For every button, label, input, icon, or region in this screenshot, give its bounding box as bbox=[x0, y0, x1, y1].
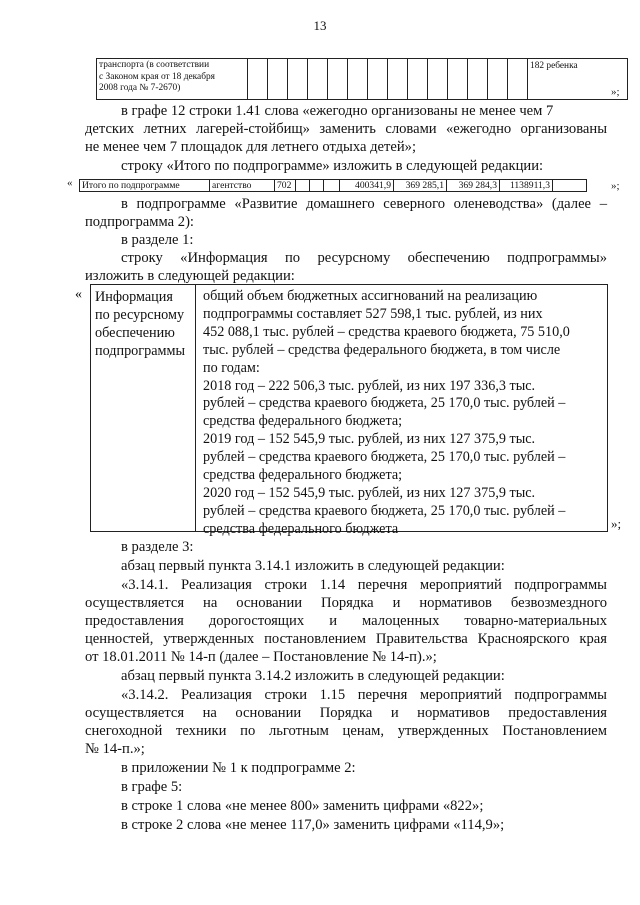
itogo-row-table bbox=[79, 179, 587, 192]
itogo-cell-amount: 369 285,1 bbox=[394, 180, 447, 192]
itogo-cell bbox=[296, 180, 310, 192]
paragraph-line: снегоходной техники по льготным ценам, утвержденных Постановлением bbox=[85, 723, 607, 739]
closing-quote: »; bbox=[611, 180, 620, 192]
resource-info-table bbox=[90, 284, 608, 537]
paragraph-line: в строке 1 слова «не менее 800» заменить цифрами «822»; bbox=[121, 798, 484, 814]
paragraph-line: детских летних лагерей-стойбищ» заменить словами «ежегодно организованы bbox=[85, 121, 607, 137]
top-table-fragment bbox=[96, 58, 628, 100]
paragraph-line: строку «Итого по подпрограмме» изложить в следующей редакции: bbox=[121, 158, 544, 174]
itogo-cell-code: 702 bbox=[275, 180, 296, 192]
paragraph-line: в подпрограмме «Развитие домашнего северного оленеводства» (далее – bbox=[121, 196, 607, 212]
paragraph-line: предоставления дорогостоящих и малоценных товарно-материальных bbox=[85, 613, 607, 629]
table-cell bbox=[488, 59, 508, 100]
table-cell bbox=[348, 59, 368, 100]
paragraph-line: ценностей, утвержденных постановлением Правительства Красноярского края bbox=[85, 631, 607, 647]
closing-quote: »; bbox=[611, 516, 622, 531]
table-cell-value: 182 ребенка bbox=[528, 59, 628, 100]
table-cell bbox=[308, 59, 328, 100]
page-number: 13 bbox=[313, 18, 327, 33]
paragraph-line: не менее чем 7 площадок для летнего отдыха детей»; bbox=[85, 139, 417, 155]
table-cell bbox=[268, 59, 288, 100]
paragraph-line: № 14-п.»; bbox=[85, 741, 145, 757]
paragraph-line: абзац первый пункта 3.14.2 изложить в следующей редакции: bbox=[121, 668, 505, 684]
paragraph-line: осуществляется на основании Порядка и нормативов безвозмездного bbox=[85, 595, 607, 611]
opening-quote: « bbox=[67, 177, 73, 189]
table-cell bbox=[448, 59, 468, 100]
paragraph-line: «3.14.1. Реализация строки 1.14 перечня мероприятий подпрограммы bbox=[121, 577, 607, 593]
paragraph-line: «3.14.2. Реализация строки 1.15 перечня мероприятий подпрограммы bbox=[121, 687, 607, 703]
table-cell bbox=[468, 59, 488, 100]
paragraph-line: в приложении № 1 к подпрограмме 2: bbox=[121, 760, 356, 776]
table-cell bbox=[388, 59, 408, 100]
paragraph-line: от 18.01.2011 № 14-п (далее – Постановление № 14-п).»; bbox=[85, 649, 437, 665]
itogo-cell-amount: 369 284,3 bbox=[447, 180, 500, 192]
table-cell bbox=[288, 59, 308, 100]
itogo-cell-amount: 400341,9 bbox=[340, 180, 394, 192]
itogo-cell bbox=[310, 180, 324, 192]
paragraph-line: в разделе 3: bbox=[121, 539, 194, 555]
paragraph-line: в строке 2 слова «не менее 117,0» заменить цифрами «114,9»; bbox=[121, 817, 505, 833]
paragraph-line: осуществляется на основании Порядка и нормативов предоставления bbox=[85, 705, 607, 721]
paragraph-line: в графе 12 строки 1.41 слова «ежегодно организованы не менее чем 7 bbox=[121, 103, 554, 119]
itogo-cell-label: Итого по подпрограмме bbox=[80, 180, 210, 192]
itogo-cell bbox=[324, 180, 340, 192]
info-value-cell: общий объем бюджетных ассигнований на реализацию подпрограммы составляет 527 598,1 тыс. рублей, из них 452 088,1 тыс. рублей – средства краевого бюджета, 75 510,0 тыс. рублей – средства федерального бюджета, в том числе по годам: 2018 год – 222 506,3 тыс. рублей, из них 197 336,3 тыс. рублей – средства краевого бюджета, 25 170,0 тыс. рублей – средства федерального бюджета; 2019 год – 152 545,9 тыс. рублей, из них 127 375,9 тыс. рублей – средства краевого бюджета, 25 170,0 тыс. рублей – средства федерального бюджета; 2020 год – 152 545,9 тыс. рублей, из них 127 375,9 тыс. рублей – средства краевого бюджета, 25 170,0 тыс. рублей – средства федерального бюджета bbox=[203, 288, 570, 537]
itogo-cell-agency: агентство bbox=[210, 180, 275, 192]
paragraph-line: строку «Информация по ресурсному обеспечению подпрограммы» bbox=[121, 250, 607, 266]
table-cell bbox=[408, 59, 428, 100]
itogo-cell-total: 1138911,3 bbox=[500, 180, 553, 192]
opening-quote: « bbox=[75, 287, 82, 302]
paragraph-line: в разделе 1: bbox=[121, 232, 194, 248]
table-cell bbox=[368, 59, 388, 100]
paragraph-line: абзац первый пункта 3.14.1 изложить в следующей редакции: bbox=[121, 558, 505, 574]
table-cell-transport: транспорта (в соответствии с Законом края от 18 декабря 2008 года № 7-2670) bbox=[97, 59, 248, 100]
table-cell bbox=[428, 59, 448, 100]
itogo-cell bbox=[553, 180, 587, 192]
info-label-cell: Информация по ресурсному обеспечению подпрограммы bbox=[91, 285, 196, 531]
table-cell bbox=[328, 59, 348, 100]
paragraph-line: в графе 5: bbox=[121, 779, 183, 795]
table-cell bbox=[248, 59, 268, 100]
table-cell bbox=[508, 59, 528, 100]
closing-quote: »; bbox=[611, 86, 620, 98]
paragraph-line: изложить в следующей редакции: bbox=[85, 268, 295, 284]
paragraph-line: подпрограмма 2): bbox=[85, 214, 194, 230]
